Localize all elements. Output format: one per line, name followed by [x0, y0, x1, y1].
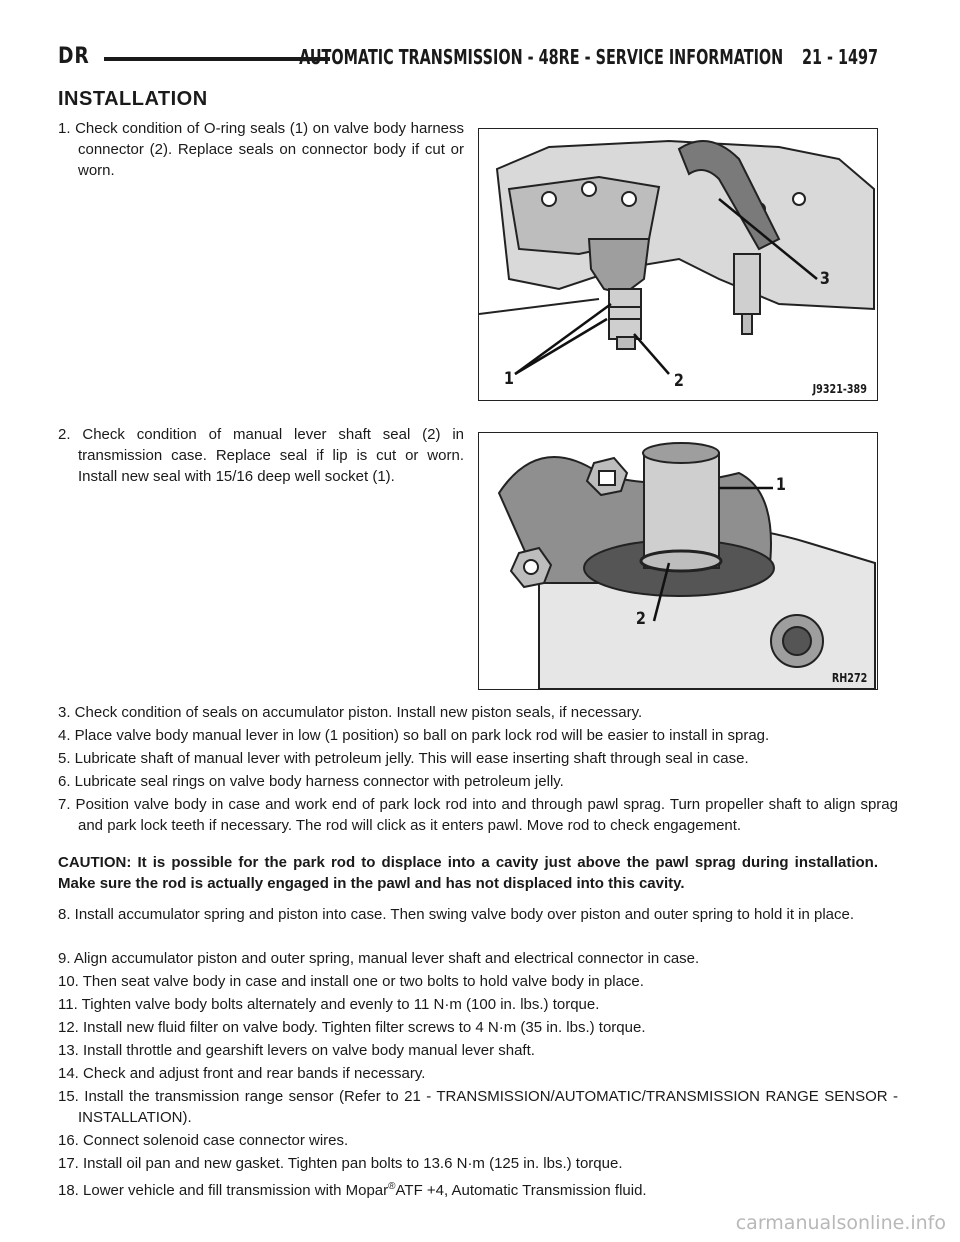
- step-2: 2. Check condition of manual lever shaft seal (2) in transmission case. Replace seal if lip is cut or worn. Install new seal with 15/16 deep well socket (1).: [58, 426, 464, 485]
- step-7: 7. Position valve body in case and work end of park lock rod into and through pawl sprag. Turn propeller shaft to align sprag and park lock teeth if necessary. The rod will click as it enters pawl. Move rod to check engagement.: [58, 796, 898, 834]
- step-18-text: 18. Lower vehicle and fill transmission with Mopar: [58, 1182, 389, 1199]
- callout-2: 2: [673, 371, 684, 391]
- step-8: 8. Install accumulator spring and piston into case. Then swing valve body over piston and outer spring to hold it in place.: [58, 906, 855, 923]
- header-title: AUTOMATIC TRANSMISSION - 48RE - SERVICE INFORMATION: [299, 45, 784, 69]
- callout-1: 1: [503, 369, 514, 389]
- step-15: 15. Install the transmission range sensor (Refer to 21 - TRANSMISSION/AUTOMATIC/TRANSMISSION RANGE SENSOR - INSTALLATION).: [58, 1088, 898, 1126]
- watermark: carmanualsonline.info: [735, 1212, 946, 1234]
- step-12: 12. Install new fluid filter on valve body. Tighten filter screws to 4 N·m (35 in. lbs.) torque.: [58, 1019, 646, 1036]
- header-title-group: [299, 45, 878, 69]
- step-18-text-end: ATF +4, Automatic Transmission fluid.: [395, 1182, 647, 1199]
- step-4: 4. Place valve body manual lever in low (1 position) so ball on park lock rod will be easier to install in sprag.: [58, 727, 770, 744]
- valve-body-illustration: [479, 129, 877, 400]
- callout-3: 3: [819, 269, 830, 289]
- step-14: 14. Check and adjust front and rear bands if necessary.: [58, 1065, 426, 1082]
- section-title: INSTALLATION: [58, 88, 208, 110]
- step-3: 3. Check condition of seals on accumulator piston. Install new piston seals, if necessary.: [58, 704, 643, 721]
- page-header: [58, 44, 878, 76]
- header-rule: [104, 57, 330, 61]
- callout-1: 1: [775, 475, 786, 495]
- figure-manual-lever-seal: [478, 432, 878, 690]
- step-6: 6. Lubricate seal rings on valve body harness connector with petroleum jelly.: [58, 773, 564, 790]
- step-17: 17. Install oil pan and new gasket. Tighten pan bolts to 13.6 N·m (125 in. lbs.) torque.: [58, 1155, 623, 1172]
- step-1: 1. Check condition of O-ring seals (1) on valve body harness connector (2). Replace seals on connector body if cut or worn.: [58, 120, 464, 179]
- step-5: 5. Lubricate shaft of manual lever with petroleum jelly. This will ease inserting shaft through seal in case.: [58, 750, 749, 767]
- step-18: [58, 1176, 898, 1201]
- page-number: 21 - 1497: [801, 45, 878, 69]
- header-manual-code: DR: [58, 44, 90, 69]
- step-10: 10. Then seat valve body in case and install one or two bolts to hold valve body in place.: [58, 973, 644, 990]
- step-11: 11. Tighten valve body bolts alternately and evenly to 11 N·m (100 in. lbs.) torque.: [58, 996, 600, 1013]
- seal-socket-illustration: [479, 433, 877, 689]
- step-16: 16. Connect solenoid case connector wires.: [58, 1132, 349, 1149]
- callout-2: 2: [635, 609, 646, 629]
- figure-valve-body-connector: [478, 128, 878, 401]
- caution-note: CAUTION: It is possible for the park rod to displace into a cavity just above the pawl sprag during installation. Make sure the rod is actually engaged in the pawl and has not displaced into this cavity.: [58, 854, 878, 892]
- figure-id: RH272: [831, 671, 867, 685]
- figure-id: J9321-389: [812, 382, 867, 396]
- step-9: 9. Align accumulator piston and outer spring, manual lever shaft and electrical connector in case.: [58, 950, 700, 967]
- registered-mark: ®: [388, 1181, 396, 1192]
- step-13: 13. Install throttle and gearshift levers on valve body manual lever shaft.: [58, 1042, 535, 1059]
